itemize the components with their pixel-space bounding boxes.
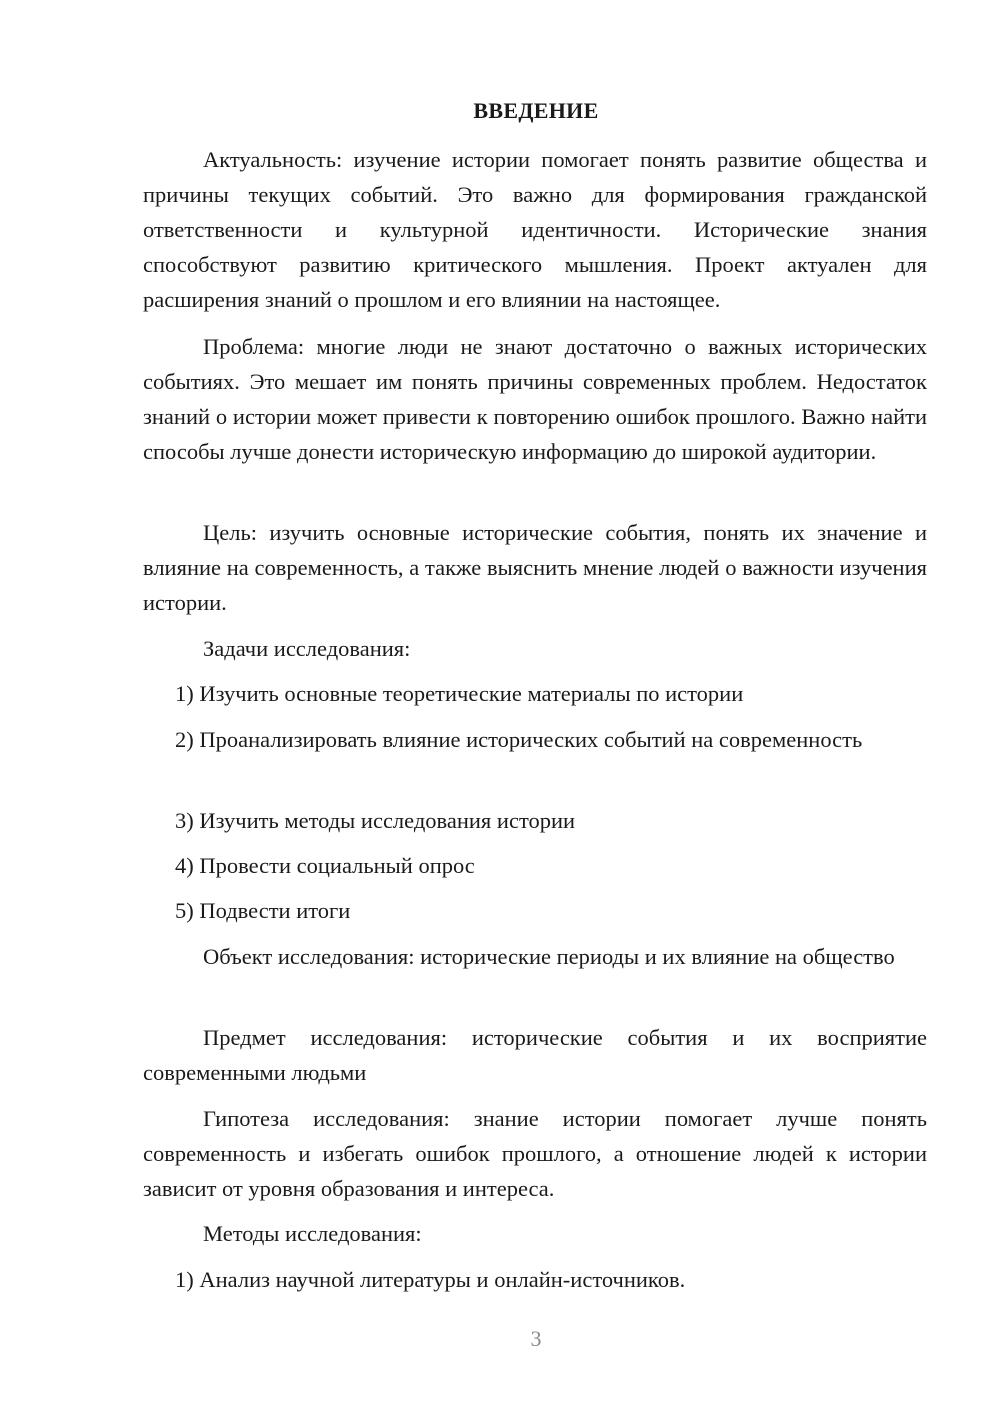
- object-paragraph: Объект исследования: исторические периоды и их влияние на общество: [203, 944, 895, 969]
- relevance-paragraph: Актуальность: изучение истории помогает понять развитие общества и причины текущих событий. Это важно для формирования гражданской ответственности и культурной идентичности. Исторические знания способствуют развитию критического мышления. Проект актуален для расширения знаний о прошлом и его влиянии на настоящее.: [143, 147, 927, 312]
- goal-paragraph: Цель: изучить основные исторические события, понять их значение и влияние на современность, а также выяснить мнение людей о важности изучения истории.: [143, 520, 927, 615]
- hypothesis-paragraph: Гипотеза исследования: знание истории помогает лучше понять современность и избегать ошибок прошлого, а отношение людей к истории зависит от уровня образования и интереса.: [143, 1106, 927, 1201]
- tasks-heading: Задачи исследования:: [203, 636, 411, 661]
- task-item: 4) Провести социальный опрос: [175, 853, 475, 878]
- page-number: 3: [530, 1326, 542, 1351]
- subject-paragraph: Предмет исследования: исторические события и их восприятие современными людьми: [143, 1025, 927, 1085]
- task-item: 2) Проанализировать влияние исторических событий на современность: [175, 727, 863, 752]
- task-item: 3) Изучить методы исследования истории: [175, 808, 576, 833]
- problem-paragraph: Проблема: многие люди не знают достаточно о важных исторических событиях. Это мешает им понять причины современных проблем. Недостаток знаний о истории может привести к повторению ошибок прошлого. Важно найти способы лучше донести историческую информацию до широкой аудитории.: [143, 334, 927, 464]
- method-item: 1) Анализ научной литературы и онлайн-источников.: [175, 1267, 686, 1292]
- task-item: 1) Изучить основные теоретические материалы по истории: [175, 681, 744, 706]
- methods-heading: Методы исследования:: [203, 1221, 422, 1246]
- page-title: ВВЕДЕНИЕ: [473, 98, 599, 123]
- task-item: 5) Подвести итоги: [175, 898, 351, 923]
